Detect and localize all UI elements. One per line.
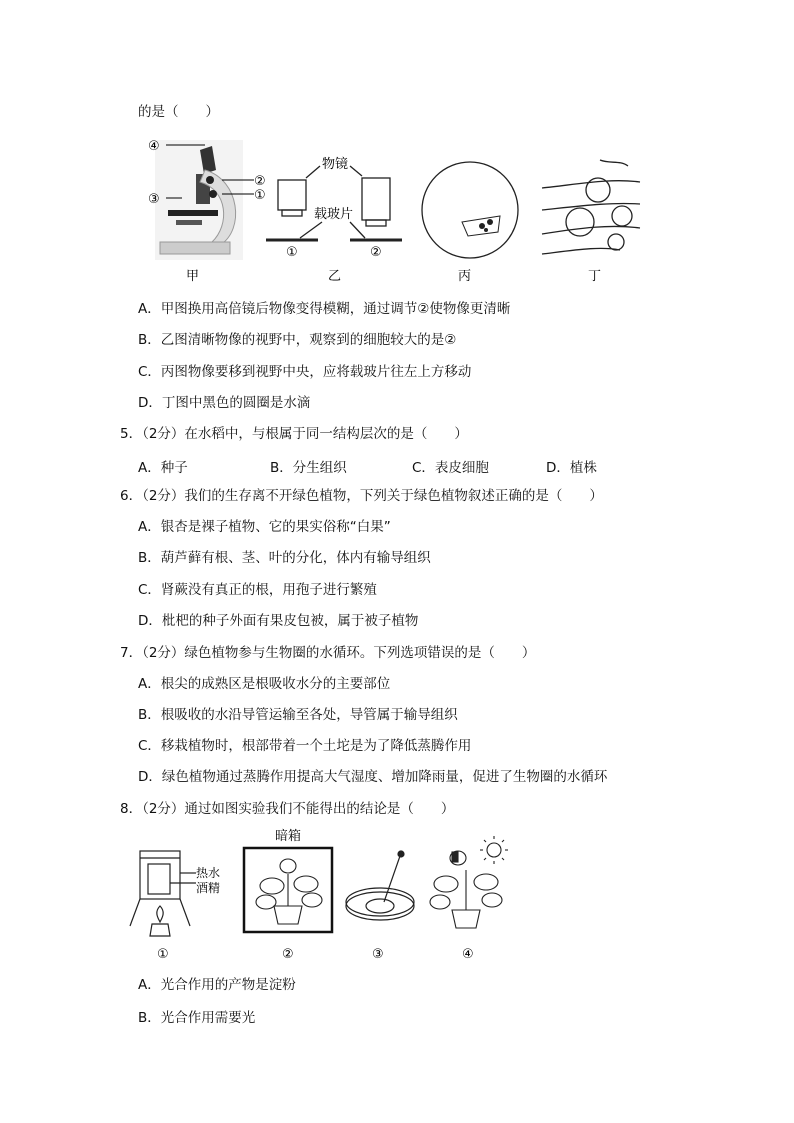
q5-options xyxy=(138,456,618,474)
caption-yi: 乙 xyxy=(328,269,342,284)
q4-option-c: C．丙图物像要移到视野中央，应将载玻片往左上方移动 xyxy=(138,364,472,380)
q6-option-d: D．枇杷的种子外面有果皮包被，属于被子植物 xyxy=(138,613,419,629)
cell-view xyxy=(542,160,640,254)
caption-jia: 甲 xyxy=(186,269,200,284)
q6-option-a: A．银杏是裸子植物、它的果实俗称“白果” xyxy=(138,519,391,535)
potted-plant-dark xyxy=(256,859,322,924)
label-2: ② xyxy=(254,174,266,189)
q8-option-a: A．光合作用的产物是淀粉 xyxy=(138,977,296,993)
potted-plant-sun xyxy=(430,836,508,928)
q4-stem-tail: 的是（ ） xyxy=(138,104,219,120)
q7-option-a: A．根尖的成熟区是根吸收水分的主要部位 xyxy=(138,676,391,692)
q8-option-b: B．光合作用需要光 xyxy=(138,1010,256,1026)
q7-option-b: B．根吸收的水沿导管运输至各处，导管属于输导组织 xyxy=(138,707,458,723)
q8-caption-4: ④ xyxy=(462,947,474,962)
q8-caption-3: ③ xyxy=(372,947,384,962)
label-3: ③ xyxy=(148,192,160,207)
q5-option-b: B．分生组织 xyxy=(270,460,347,476)
petri-dish xyxy=(346,851,414,920)
q4-option-d: D．丁图中黑色的圆圈是水滴 xyxy=(138,395,311,411)
q5-option-d: D．植株 xyxy=(546,460,597,476)
q5-option-a: A．种子 xyxy=(138,460,188,476)
caption-ding: 丁 xyxy=(588,269,602,284)
objective-label: 物镜 xyxy=(322,157,349,172)
dark-box-label: 暗箱 xyxy=(275,829,302,844)
caption-bing: 丙 xyxy=(458,269,472,284)
slide-label: 载玻片 xyxy=(314,207,354,222)
q6-option-c: C．肾蕨没有真正的根，用孢子进行繁殖 xyxy=(138,582,377,598)
q5-option-c: C．表皮细胞 xyxy=(412,460,489,476)
q7-stem: 7．（2分）绿色植物参与生物圈的水循环。下列选项错误的是（ ） xyxy=(120,645,536,661)
q8-stem: 8．（2分）通过如图实验我们不能得出的结论是（ ） xyxy=(120,801,455,817)
alcohol-label: 酒精 xyxy=(196,881,221,895)
q4-figure xyxy=(0,130,794,300)
q7-option-d: D．绿色植物通过蒸腾作用提高大气湿度、增加降雨量，促进了生物圈的水循环 xyxy=(138,769,608,785)
q5-stem: 5．（2分）在水稻中，与根属于同一结构层次的是（ ） xyxy=(120,426,468,442)
q4-option-a: A．甲图换用高倍镜后物像变得模糊，通过调节②使物像更清晰 xyxy=(138,301,511,317)
q4-option-b: B．乙图清晰物像的视野中，观察到的细胞较大的是② xyxy=(138,332,457,348)
q8-caption-2: ② xyxy=(282,947,294,962)
microscope-illustration xyxy=(155,140,254,260)
heating-setup xyxy=(130,851,196,936)
q6-option-b: B．葫芦藓有根、茎、叶的分化，体内有输导组织 xyxy=(138,550,431,566)
objective-lenses xyxy=(266,166,402,240)
hot-water-label: 热水 xyxy=(196,866,221,880)
q7-option-c: C．移栽植物时，根部带着一个土坨是为了降低蒸腾作用 xyxy=(138,738,472,754)
yi-sub-2: ② xyxy=(370,245,382,260)
q8-figure xyxy=(0,826,794,976)
label-4: ④ xyxy=(148,139,160,154)
label-1: ① xyxy=(254,188,266,203)
field-of-view xyxy=(422,162,518,258)
q6-stem: 6．（2分）我们的生存离不开绿色植物，下列关于绿色植物叙述正确的是（ ） xyxy=(120,488,603,504)
yi-sub-1: ① xyxy=(286,245,298,260)
q8-caption-1: ① xyxy=(157,947,169,962)
